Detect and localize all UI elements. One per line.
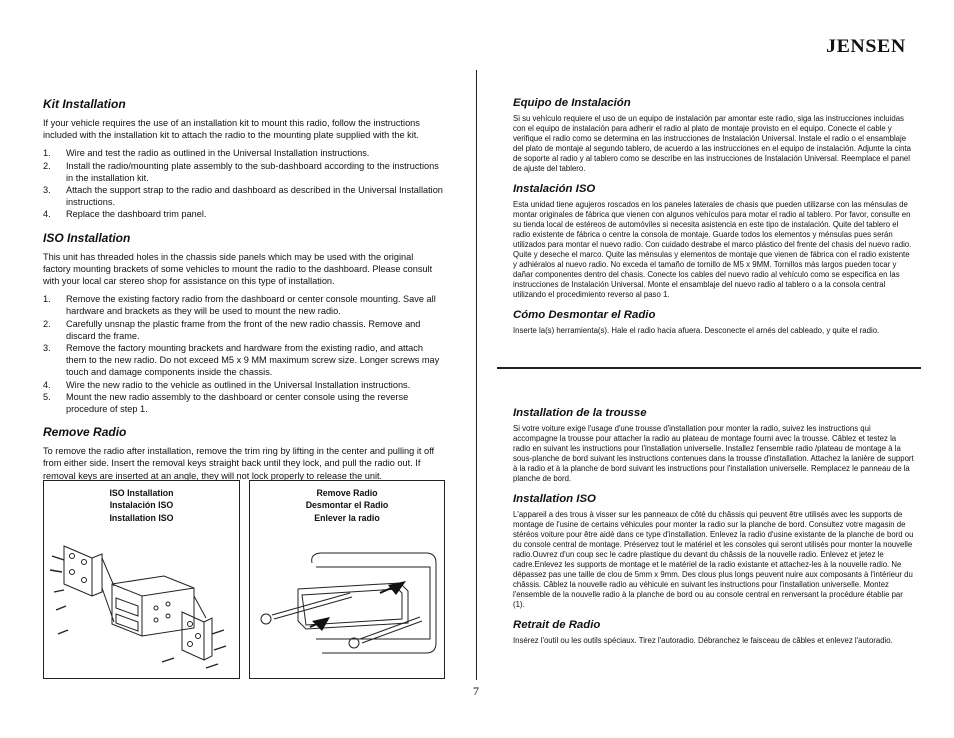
step-number: 1. xyxy=(43,294,51,305)
page-number: 7 xyxy=(473,684,479,698)
column-divider xyxy=(476,70,477,680)
installation-iso-fr-section xyxy=(513,493,915,611)
language-divider xyxy=(497,367,921,369)
step-text: Remove the existing factory radio from the dashboard or center console mounting. Save all hardware and brackets as they will be used to mount the new radio. xyxy=(66,294,436,317)
kit-installation-steps xyxy=(43,147,443,220)
retrait-radio-section xyxy=(513,619,915,646)
iso-bracket-illustration xyxy=(44,536,239,676)
kit-installation-intro: If your vehicle requires the use of an installation kit to mount this radio, follow the instructions included with the installation kit to attach the radio to the mounting plate supplied with the kit. xyxy=(43,118,420,141)
installation-trousse-title: Installation de la trousse xyxy=(513,407,647,419)
installation-iso-fr-title: Installation ISO xyxy=(513,492,596,505)
equipo-instalacion-title: Equipo de Instalación xyxy=(513,97,631,109)
figure-caption xyxy=(44,487,239,524)
caption-line: Remove Radio xyxy=(316,488,378,498)
list-item xyxy=(43,184,443,208)
english-column xyxy=(43,97,443,488)
list-item xyxy=(43,318,443,342)
step-number: 1. xyxy=(43,148,51,159)
remove-radio-title: Remove Radio xyxy=(43,425,127,440)
list-item xyxy=(43,342,443,379)
instalacion-iso-text: Esta unidad tiene agujeros roscados en los paneles laterales de chasis que pueden utilizarse con las ménsulas de montar originales de fábrica que vienen con algunos vehículos para motar el radio al tablero. Por favor, consulte en su tienda local de estéreos de automóviles si necesita asistencia en este tipo de instalación. Quite del tablero el radio existente de fábrica o centre la consola de montaje. Guarde todos los elementos y ménsulas pues serán utilizados para montar el nuevo radio. Con cuidado destrabe el marco plástico del frente del chasis del nuevo radio. Quite y deseche el marco. Quite las ménsulas y elementos de montaje que vienen de fábrica con el radio existente y adhiéralos al nuevo radio. No exceda el tamaño de tornillo de M5 x 9MM. Tornillos más largos pueden tocar y dañar componentes dentro del chasis. Conecte los cables del nuevo radio al vehículo como se especifica en las instrucciones de Instalación Universal. Monte el ensamblaje del nuevo radio al tablero o a la consola central utilizando el procedimiento reverso al paso 1. xyxy=(513,199,912,300)
list-item xyxy=(43,147,443,159)
french-column xyxy=(513,407,915,654)
remove-radio-figure xyxy=(249,480,445,679)
step-number: 5. xyxy=(43,391,51,402)
spanish-column xyxy=(513,97,915,344)
step-text: Remove the factory mounting brackets and hardware from the existing radio, and attach them to the new radio. Do not exceed M5 x 9 MM maximum screw size. Longer screws may touch and damage components inside the chassis. xyxy=(66,343,440,378)
installation-iso-fr-text: L'appareil a des trous à visser sur les panneaux de côté du châssis qui peuvent être utilisés avec les supports de montage de l'usine de certains véhicules pour monter la radio sur la planche de bord. Consultez votre magasin de stéréos voiture pour être aidé dans ce type d'installation. Enlevez la radio d'usine existante de la planche de bord ou du console central de montage. Préservez tout le matériel et les consoles qui seront utilisés pour monter la nouvelle radio.Ouvrez d'un coup sec le cadre plastique du devant du châssis de la nouvelle radio. Enlevez et jetez le cadre.Enlevez les supports de montage et le matériel de la radio existante et attachez-les à la nouvelle radio. Ne dépassez pas une taille de clou de 5mm x 9mm. Des clous plus longs peuvent nuire aux composants à l'intérieur du châssis. Câblez la nouvelle radio au véhicule en suivant les instructions pour l'installation universelle. Montez l'ensemble de la nouvelle radio à la planche de bord ou au console central en renversant la procédure établie par (1). xyxy=(513,509,914,610)
caption-line: Installation ISO xyxy=(109,512,174,523)
iso-installation-steps xyxy=(43,293,443,415)
removal-keys-illustration xyxy=(250,543,444,673)
remove-radio-text: To remove the radio after installation, remove the trim ring by lifting in the center and pulling it off from either side. Insert the removal keys straight back until they lock, and pull the radio out. If removal keys are inserted at an angle, they will not lock properly to release the unit. xyxy=(43,446,435,481)
step-number: 3. xyxy=(43,185,51,196)
kit-installation-section xyxy=(43,97,443,221)
step-number: 4. xyxy=(43,209,51,220)
como-desmontar-section xyxy=(513,309,915,336)
instalacion-iso-section xyxy=(513,183,915,301)
retrait-radio-title: Retrait de Radio xyxy=(513,618,601,631)
retrait-radio-text: Insérez l'outil ou les outils spéciaux. Tirez l'autoradio. Débranchez le faisceau de câbles et enlevez l'autoradio. xyxy=(513,635,893,645)
list-item xyxy=(43,391,443,415)
como-desmontar-text: Inserte la(s) herramienta(s). Hale el radio hacia afuera. Desconecte el arnés del cableado, y quite el radio. xyxy=(513,325,880,335)
equipo-instalacion-text: Si su vehículo requiere el uso de un equipo de instalación par amontar este radio, siga las instrucciones incluidas con el equipo de instalación para adherir el radio al plato de montaje provisto en el equipo. Conecte el cable y verifique el radio como se determina en las instrucciones de Instalación Universal. Instale el radio o el ensamblaje del plato de montaje al segundo tablero, de acuerdo a las instrucciones en el equipo de instalación. Adjunte la cinta de soporte al radio y al tablero como se describe en las instrucciones de Instalación Universal. Reemplace el panel de ajuste del tablero. xyxy=(513,114,911,174)
iso-installation-figure xyxy=(43,480,240,679)
step-number: 2. xyxy=(43,160,51,171)
iso-installation-intro: This unit has threaded holes in the chassis side panels which may be used with the original factory mounting brackets of some vehicles to mount the radio to the dashboard. Please consult with your local car stereo shop for assistance on this type of installation. xyxy=(43,251,433,287)
figure-caption xyxy=(250,487,444,524)
caption-line: Instalación ISO xyxy=(109,500,174,511)
caption-line: ISO Installation xyxy=(109,488,174,498)
step-number: 3. xyxy=(43,343,51,354)
list-item xyxy=(43,379,443,391)
step-text: Carefully unsnap the plastic frame from the front of the new radio chassis. Remove and discard the frame. xyxy=(66,318,421,341)
installation-trousse-text: Si votre voiture exige l'usage d'une trousse d'installation pour monter la radio, suivez les instructions qui accompagne la trousse pour attacher la radio au plateau de montage fourni avec la trousse. Câblez et testez la radio en suivant les instructions pour l'installation universelle. Installez l'ensemble radio /plateau de montage à la sous-planche de bord suivant les instructions contenues dans la trousse d'installation. Attachez la lanière de support à la radio et à la planche de bord suivant les instructions pour l'installation universelle. Remplacez le panneau de la planche de bord. xyxy=(513,424,914,484)
list-item xyxy=(43,160,443,184)
remove-radio-section xyxy=(43,425,443,482)
caption-line: Desmontar el Radio xyxy=(305,500,389,511)
step-number: 4. xyxy=(43,379,51,390)
caption-line: Enlever la radio xyxy=(314,512,380,523)
jensen-logo: JENSEN xyxy=(826,36,906,57)
step-text: Wire and test the radio as outlined in the Universal Installation instructions. xyxy=(66,148,370,159)
step-number: 2. xyxy=(43,318,51,329)
list-item xyxy=(43,208,443,220)
list-item xyxy=(43,293,443,317)
iso-installation-section xyxy=(43,231,443,416)
como-desmontar-title: Cómo Desmontar el Radio xyxy=(513,308,656,321)
kit-installation-title: Kit Installation xyxy=(43,97,126,111)
step-text: Attach the support strap to the radio and dashboard as described in the Universal Installation instructions. xyxy=(66,185,443,208)
installation-trousse-section xyxy=(513,407,915,485)
step-text: Mount the new radio assembly to the dashboard or center console using the reverse procedure of step 1. xyxy=(66,391,409,415)
step-text: Replace the dashboard trim panel. xyxy=(66,209,207,220)
instalacion-iso-title: Instalación ISO xyxy=(513,182,596,195)
iso-installation-title: ISO Installation xyxy=(43,230,131,245)
step-text: Wire the new radio to the vehicle as outlined in the Universal Installation instructions. xyxy=(66,379,411,390)
equipo-instalacion-section xyxy=(513,97,915,175)
step-text: Install the radio/mounting plate assembly to the sub-dashboard according to the instructions in the installation kit. xyxy=(66,160,439,183)
